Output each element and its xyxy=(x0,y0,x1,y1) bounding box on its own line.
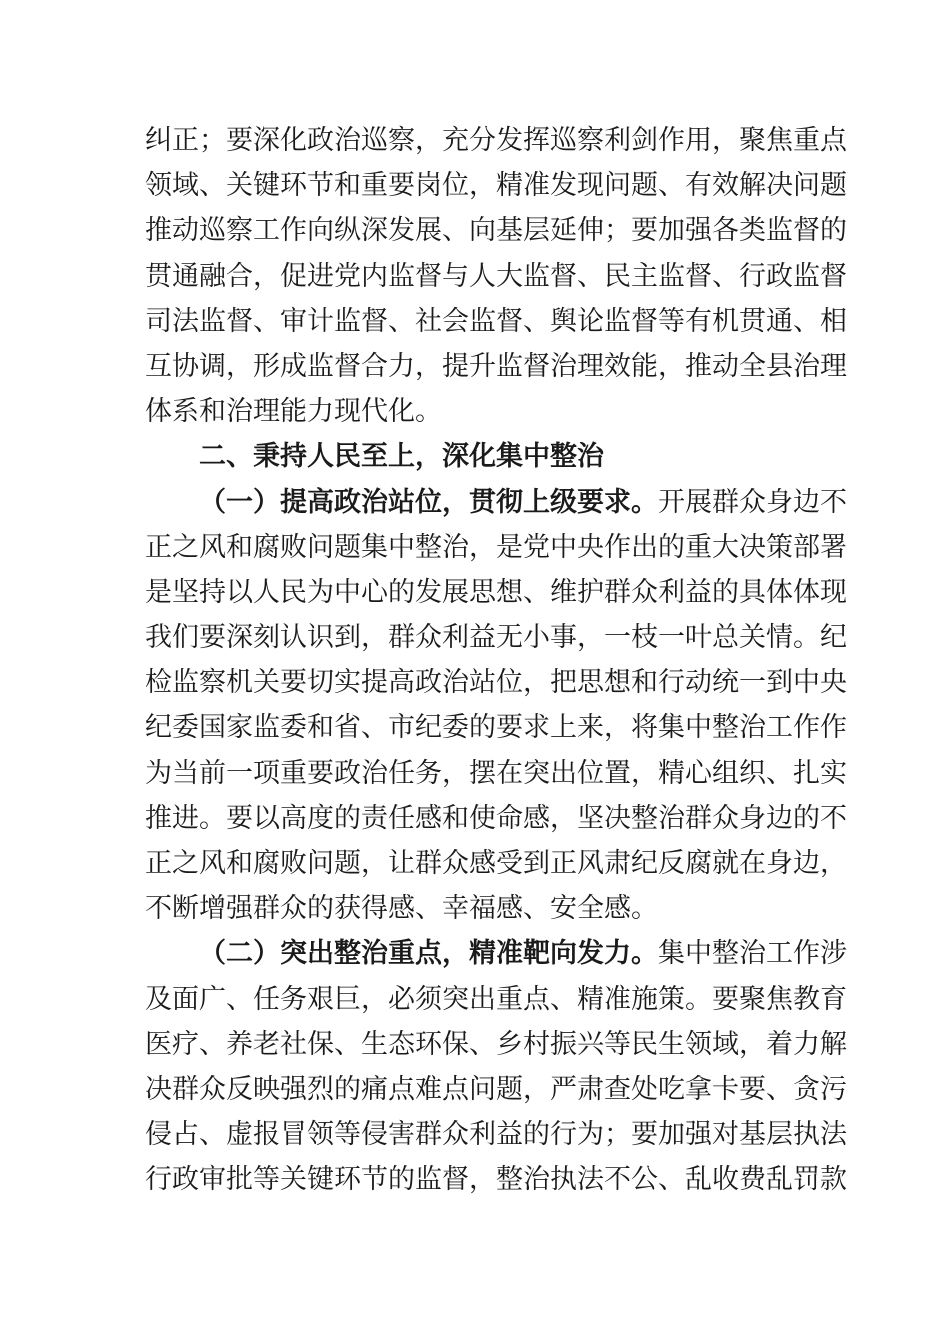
paragraph-line: 贯通融合，促进党内监督与人大监督、民主监督、行政监督 xyxy=(145,260,847,292)
paragraph-line: 纪委国家监委和省、市纪委的要求上来，将集中整治工作作 xyxy=(145,712,847,744)
paragraph-line: 我们要深刻认识到，群众利益无小事，一枝一叶总关情。纪 xyxy=(145,622,847,654)
paragraph-line: 医疗、养老社保、生态环保、乡村振兴等民生领域，着力解 xyxy=(145,1028,847,1060)
paragraph-line: 不断增强群众的获得感、幸福感、安全感。 xyxy=(145,893,658,925)
paragraph-line: 侵占、虚报冒领等侵害群众利益的行为；要加强对基层执法 xyxy=(145,1119,847,1151)
paragraph-line: 正之风和腐败问题集中整治，是党中央作出的重大决策部署 xyxy=(145,531,847,563)
paragraph-line: 互协调，形成监督合力，提升监督治理效能，推动全县治理 xyxy=(145,350,847,382)
paragraph-line: 为当前一项重要政治任务，摆在突出位置，精心组织、扎实 xyxy=(145,757,847,789)
section2-first-rest: 集中整治工作涉 xyxy=(658,938,847,970)
paragraph-line: 正之风和腐败问题，让群众感受到正风肃纪反腐就在身边， xyxy=(145,848,847,879)
document-body xyxy=(145,118,847,1203)
paragraph-line: 推动巡察工作向纵深发展、向基层延伸；要加强各类监督的 xyxy=(145,215,847,247)
paragraph-line: 体系和治理能力现代化。 xyxy=(145,396,442,428)
paragraph-line: 司法监督、审计监督、社会监督、舆论监督等有机贯通、相 xyxy=(145,305,847,337)
paragraph-line: 决群众反映强烈的痛点难点问题，严肃查处吃拿卡要、贪污 xyxy=(145,1073,847,1105)
section1-first-rest: 开展群众身边不 xyxy=(658,486,847,518)
paragraph-line: 推进。要以高度的责任感和使命感，坚决整治群众身边的不 xyxy=(145,802,847,834)
paragraph-line: 行政审批等关键环节的监督，整治执法不公、乱收费乱罚款 xyxy=(145,1164,847,1196)
paragraph-line: 是坚持以人民为中心的发展思想、维护群众利益的具体体现 xyxy=(145,576,847,608)
section1-first-line xyxy=(145,480,847,525)
section-heading: 二、秉持人民至上，深化集中整治 xyxy=(199,441,604,473)
section2-first-line xyxy=(145,931,847,976)
section2-title: （二）突出整治重点，精准靶向发力。 xyxy=(199,938,658,970)
paragraph-line: 领域、关键环节和重要岗位，精准发现问题、有效解决问题 xyxy=(145,170,847,202)
paragraph-line: 纠正；要深化政治巡察，充分发挥巡察利剑作用，聚焦重点 xyxy=(145,125,847,156)
paragraph-line: 及面广、任务艰巨，必须突出重点、精准施策。要聚焦教育 xyxy=(145,983,847,1015)
paragraph-line: 检监察机关要切实提高政治站位，把思想和行动统一到中央 xyxy=(145,667,847,699)
section1-title: （一）提高政治站位，贯彻上级要求。 xyxy=(199,486,658,518)
